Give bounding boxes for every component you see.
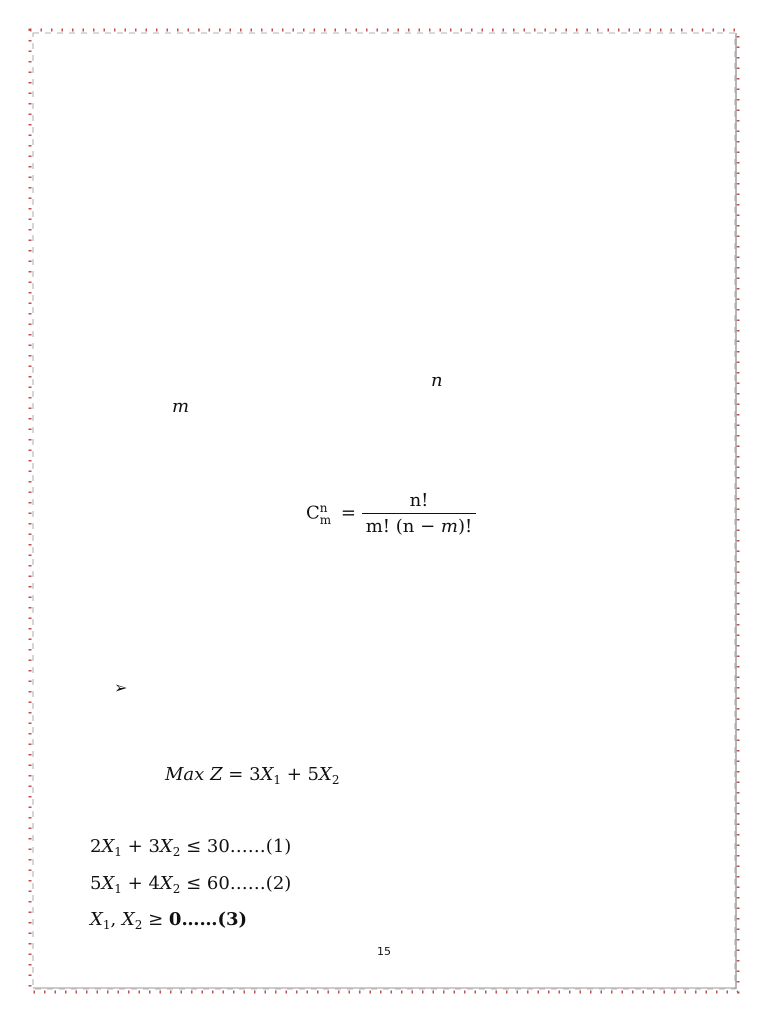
- page-number: 15: [377, 945, 391, 958]
- formula-equals: =: [340, 502, 356, 524]
- formula-c: C: [306, 502, 320, 524]
- symbol-n: n: [431, 370, 443, 391]
- formula-numerator: n!: [362, 490, 477, 514]
- constraint-1: $2X_1 + 3X_2$ ≤ 30……(1): [90, 836, 292, 859]
- formula-denominator: m! (n − m)!: [365, 516, 473, 537]
- constraint-3: $X_1$, $X_2$ ≥ 0……(3): [90, 909, 248, 932]
- constraint-2: $5X_1 + 4X_2$ ≤ 60……(2): [90, 873, 292, 896]
- formula-fraction: [362, 490, 477, 537]
- formula-sub: m: [319, 512, 332, 527]
- objective-function: Max $Z = 3X_1 + 5X_2$: [165, 764, 340, 787]
- combination-formula: [306, 490, 476, 537]
- arrow-bullet-icon: ➢: [114, 678, 128, 697]
- symbol-m: m: [172, 396, 190, 417]
- formula-sup: n: [319, 500, 328, 515]
